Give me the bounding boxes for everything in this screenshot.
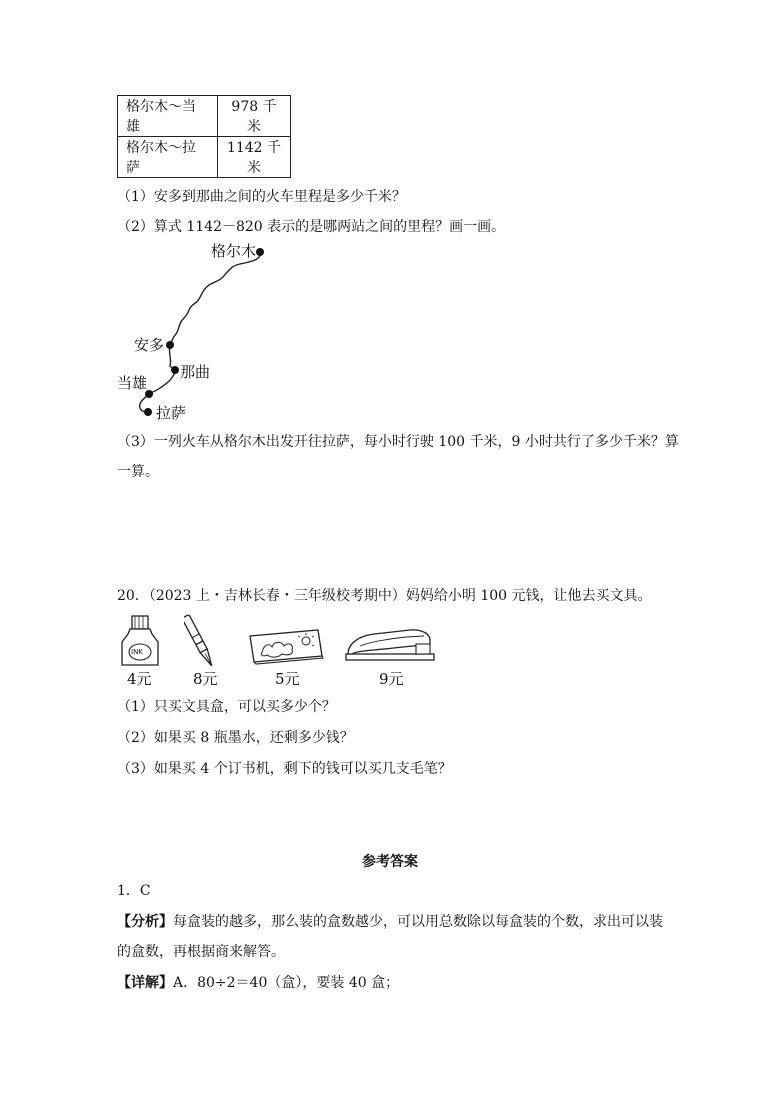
pencil-box-price: 5元 — [275, 670, 300, 688]
q19-sub2: （2）算式 1142－820 表示的是哪两站之间的里程？画一画。 — [117, 219, 506, 235]
distance-cell: 1142 千米 — [218, 137, 291, 178]
ink-price: 4元 — [127, 670, 152, 688]
detail-tag: 【详解】 — [117, 975, 173, 991]
stapler-price: 9元 — [379, 670, 404, 688]
analysis-text: 每盒装的越多，那么装的盒数越少，可以用总数除以每盒装的个数，求出可以装 — [173, 914, 663, 930]
ink-label: INK — [131, 648, 143, 656]
pen-price: 8元 — [193, 670, 218, 688]
detail-text: A．80÷2＝40（盒），要装 40 盒； — [173, 975, 400, 991]
answers-title: 参考答案 — [362, 854, 418, 870]
fountain-pen-icon — [184, 611, 214, 673]
railway-line — [140, 252, 261, 412]
station-label-anduo: 安多 — [134, 336, 165, 354]
analysis-tag: 【分析】 — [117, 914, 173, 930]
distance-cell: 978 千米 — [218, 96, 291, 137]
q20-stem: 20．（2023 上・吉林长春・三年级校考期中）妈妈给小明 100 元钱，让他去买文具。 — [117, 588, 652, 604]
analysis-line1 — [117, 911, 663, 931]
q20-sub1: （1）只买文具盒，可以买多少个？ — [117, 699, 336, 715]
station-dot-geermu — [256, 248, 264, 256]
q20-sub2: （2）如果买 8 瓶墨水，还剩多少钱？ — [117, 730, 354, 746]
ink-bottle-icon — [118, 614, 162, 668]
railway-map — [0, 0, 780, 430]
station-label-naqu: 那曲 — [180, 363, 211, 381]
route-cell: 格尔木～当雄 — [118, 96, 218, 137]
station-dot-anduo — [166, 341, 174, 349]
q19-sub1: （1）安多到那曲之间的火车里程是多少千米？ — [117, 189, 406, 205]
q20-sub3: （3）如果买 4 个订书机，剩下的钱可以买几支毛笔？ — [117, 761, 452, 777]
analysis-line2: 的盒数，再根据商来解答。 — [117, 944, 285, 960]
station-dot-naqu — [171, 366, 179, 374]
station-label-lasa: 拉萨 — [156, 404, 187, 422]
pencil-box-icon — [248, 628, 324, 666]
station-label-geermu: 格尔木 — [211, 242, 257, 260]
answer-item-1: 1．C — [117, 883, 151, 899]
station-dot-lasa — [144, 408, 152, 416]
route-cell: 格尔木～拉萨 — [118, 137, 218, 178]
q19-sub3-line2: 一算。 — [117, 464, 159, 480]
detail-line — [117, 972, 399, 992]
q19-sub3-line1: （3）一列火车从格尔木出发开往拉萨，每小时行驶 100 千米，9 小时共行了多少千米？算 — [117, 434, 679, 450]
station-label-dangxiong: 当雄 — [117, 374, 148, 392]
stapler-icon — [344, 626, 436, 662]
